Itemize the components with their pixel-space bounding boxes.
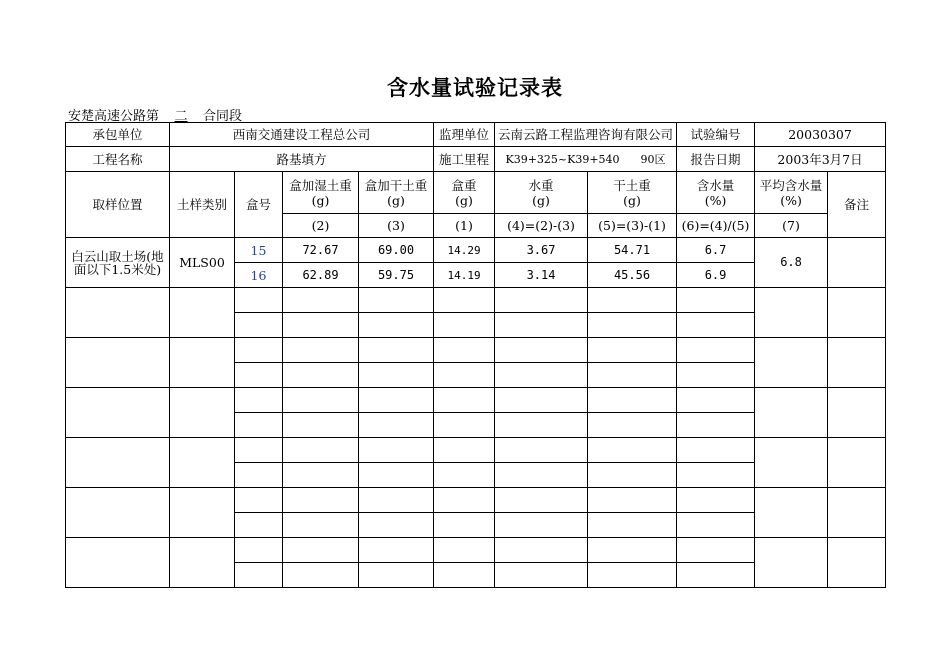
remark-cell bbox=[828, 238, 886, 288]
page-title: 含水量试验记录表 bbox=[387, 75, 563, 100]
empty-cell bbox=[359, 413, 434, 438]
empty-cell bbox=[588, 363, 677, 388]
empty-cell bbox=[235, 438, 283, 463]
col-box-unit: (g) bbox=[455, 192, 473, 208]
empty-cell bbox=[283, 488, 359, 513]
empty-cell bbox=[677, 313, 755, 338]
average-moisture: 6.8 bbox=[755, 238, 828, 288]
col-avg-name: 平均含水量 bbox=[759, 177, 823, 193]
report-date-value: 2003年3月7日 bbox=[755, 147, 886, 172]
empty-cell bbox=[495, 513, 588, 538]
contract-section-number: 二 bbox=[174, 109, 188, 124]
empty-cell bbox=[755, 288, 828, 338]
formula-avg: (7) bbox=[755, 214, 828, 238]
moisture-record-table bbox=[65, 122, 886, 588]
empty-cell bbox=[359, 363, 434, 388]
col-wet-name: 盒加湿土重 bbox=[289, 177, 352, 193]
empty-cell bbox=[283, 338, 359, 363]
formula-drysoil: (5)=(3)-(1) bbox=[588, 214, 677, 238]
empty-cell bbox=[828, 338, 886, 388]
col-wet-unit: (g) bbox=[311, 192, 330, 208]
empty-cell bbox=[828, 438, 886, 488]
empty-cell bbox=[235, 563, 283, 588]
box-number: 16 bbox=[235, 263, 283, 288]
col-moisture bbox=[677, 172, 755, 214]
empty-cell bbox=[495, 438, 588, 463]
empty-table-row bbox=[66, 438, 886, 463]
empty-cell bbox=[434, 288, 495, 313]
test-no-label: 试验编号 bbox=[677, 123, 755, 147]
contractor-label: 承包单位 bbox=[66, 123, 170, 147]
empty-cell bbox=[359, 313, 434, 338]
zone-value: 90区 bbox=[640, 152, 666, 166]
col-moisture-name: 含水量 bbox=[696, 177, 735, 193]
header-row-2 bbox=[66, 147, 886, 172]
box-number: 15 bbox=[235, 238, 283, 263]
empty-cell bbox=[495, 488, 588, 513]
header-row-1 bbox=[66, 123, 886, 147]
empty-cell bbox=[588, 438, 677, 463]
empty-cell bbox=[495, 563, 588, 588]
water-weight: 3.67 bbox=[495, 238, 588, 263]
empty-cell bbox=[283, 388, 359, 413]
empty-cell bbox=[434, 513, 495, 538]
water-weight: 3.14 bbox=[495, 263, 588, 288]
empty-cell bbox=[170, 538, 235, 588]
test-no-value: 20030307 bbox=[755, 123, 886, 147]
formula-dry: (3) bbox=[359, 214, 434, 238]
project-label: 工程名称 bbox=[66, 147, 170, 172]
empty-cell bbox=[359, 388, 434, 413]
empty-cell bbox=[170, 488, 235, 538]
wet-weight: 72.67 bbox=[283, 238, 359, 263]
empty-cell bbox=[434, 563, 495, 588]
formula-box: (1) bbox=[434, 214, 495, 238]
col-box bbox=[434, 172, 495, 214]
empty-cell bbox=[283, 288, 359, 313]
empty-cell bbox=[755, 388, 828, 438]
empty-cell bbox=[677, 288, 755, 313]
empty-cell bbox=[434, 463, 495, 488]
empty-cell bbox=[434, 338, 495, 363]
empty-table-row bbox=[66, 388, 886, 413]
col-dry-unit: (g) bbox=[387, 192, 405, 208]
empty-cell bbox=[283, 363, 359, 388]
col-water-name: 水重 bbox=[528, 177, 554, 193]
sample-soil-type: MLS00 bbox=[170, 238, 235, 288]
empty-cell bbox=[495, 313, 588, 338]
empty-cell bbox=[495, 463, 588, 488]
empty-cell bbox=[283, 563, 359, 588]
col-avg bbox=[755, 172, 828, 214]
empty-cell bbox=[588, 313, 677, 338]
sample-location: 白云山取土场(地面以下1.5米处) bbox=[66, 238, 170, 288]
empty-cell bbox=[495, 413, 588, 438]
mileage-value: K39+325~K39+540 bbox=[505, 152, 620, 166]
col-drysoil bbox=[588, 172, 677, 214]
empty-cell bbox=[677, 538, 755, 563]
empty-cell bbox=[828, 538, 886, 588]
empty-cell bbox=[235, 363, 283, 388]
empty-cell bbox=[434, 538, 495, 563]
col-box-no: 盒号 bbox=[235, 172, 283, 238]
empty-cell bbox=[588, 513, 677, 538]
empty-cell bbox=[235, 313, 283, 338]
empty-cell bbox=[359, 438, 434, 463]
supervisor-label: 监理单位 bbox=[434, 123, 495, 147]
empty-cell bbox=[170, 338, 235, 388]
column-header-row bbox=[66, 172, 886, 214]
empty-cell bbox=[170, 438, 235, 488]
col-avg-unit: (%) bbox=[780, 192, 802, 208]
empty-cell bbox=[677, 363, 755, 388]
empty-cell bbox=[677, 338, 755, 363]
empty-cell bbox=[588, 288, 677, 313]
empty-cell bbox=[359, 513, 434, 538]
dry-weight: 69.00 bbox=[359, 238, 434, 263]
empty-table-row bbox=[66, 538, 886, 563]
empty-cell bbox=[283, 438, 359, 463]
formula-water: (4)=(2)-(3) bbox=[495, 214, 588, 238]
empty-cell bbox=[677, 563, 755, 588]
empty-cell bbox=[235, 288, 283, 313]
wet-weight: 62.89 bbox=[283, 263, 359, 288]
empty-cell bbox=[755, 538, 828, 588]
col-drysoil-unit: (g) bbox=[623, 192, 641, 208]
box-weight: 14.19 bbox=[434, 263, 495, 288]
empty-cell bbox=[66, 538, 170, 588]
empty-cell bbox=[828, 288, 886, 338]
empty-cell bbox=[495, 538, 588, 563]
empty-cell bbox=[828, 488, 886, 538]
empty-cell bbox=[677, 413, 755, 438]
empty-cell bbox=[235, 538, 283, 563]
col-water bbox=[495, 172, 588, 214]
empty-cell bbox=[434, 388, 495, 413]
empty-cell bbox=[588, 488, 677, 513]
empty-cell bbox=[283, 413, 359, 438]
empty-cell bbox=[235, 413, 283, 438]
empty-cell bbox=[677, 438, 755, 463]
empty-cell bbox=[495, 338, 588, 363]
empty-cell bbox=[588, 388, 677, 413]
moisture-content: 6.7 bbox=[677, 238, 755, 263]
empty-cell bbox=[170, 388, 235, 438]
empty-cell bbox=[66, 388, 170, 438]
mileage-cell bbox=[495, 147, 677, 172]
dry-weight: 59.75 bbox=[359, 263, 434, 288]
empty-cell bbox=[495, 388, 588, 413]
empty-cell bbox=[359, 563, 434, 588]
empty-cell bbox=[359, 338, 434, 363]
empty-cell bbox=[434, 313, 495, 338]
contractor-value: 西南交通建设工程总公司 bbox=[170, 123, 434, 147]
empty-cell bbox=[66, 288, 170, 338]
empty-cell bbox=[434, 488, 495, 513]
empty-cell bbox=[677, 463, 755, 488]
empty-cell bbox=[588, 563, 677, 588]
report-date-label: 报告日期 bbox=[677, 147, 755, 172]
mileage-label: 施工里程 bbox=[434, 147, 495, 172]
subtitle-suffix: 合同段 bbox=[203, 109, 243, 124]
table-row bbox=[66, 238, 886, 263]
moisture-content: 6.9 bbox=[677, 263, 755, 288]
empty-cell bbox=[677, 388, 755, 413]
col-location: 取样位置 bbox=[66, 172, 170, 238]
empty-cell bbox=[235, 388, 283, 413]
empty-cell bbox=[235, 463, 283, 488]
col-soil-type: 土样类别 bbox=[170, 172, 235, 238]
empty-cell bbox=[359, 538, 434, 563]
empty-cell bbox=[588, 463, 677, 488]
empty-cell bbox=[755, 488, 828, 538]
empty-cell bbox=[235, 513, 283, 538]
empty-table-row bbox=[66, 338, 886, 363]
col-drysoil-name: 干土重 bbox=[613, 177, 651, 193]
formula-wet: (2) bbox=[283, 214, 359, 238]
box-weight: 14.29 bbox=[434, 238, 495, 263]
empty-cell bbox=[755, 438, 828, 488]
empty-cell bbox=[755, 338, 828, 388]
subtitle-prefix: 安楚高速公路第 bbox=[68, 109, 160, 124]
empty-cell bbox=[677, 513, 755, 538]
empty-cell bbox=[588, 538, 677, 563]
empty-cell bbox=[588, 413, 677, 438]
empty-cell bbox=[283, 538, 359, 563]
empty-cell bbox=[66, 488, 170, 538]
empty-cell bbox=[588, 338, 677, 363]
empty-cell bbox=[235, 488, 283, 513]
col-moisture-unit: (%) bbox=[704, 192, 727, 208]
empty-cell bbox=[235, 338, 283, 363]
project-value: 路基填方 bbox=[170, 147, 434, 172]
col-box-name: 盒重 bbox=[451, 177, 477, 193]
empty-cell bbox=[66, 338, 170, 388]
supervisor-value: 云南云路工程监理咨询有限公司 bbox=[495, 123, 677, 147]
empty-cell bbox=[495, 363, 588, 388]
col-remark: 备注 bbox=[828, 172, 886, 238]
empty-cell bbox=[434, 413, 495, 438]
dry-soil-weight: 54.71 bbox=[588, 238, 677, 263]
dry-soil-weight: 45.56 bbox=[588, 263, 677, 288]
empty-cell bbox=[434, 438, 495, 463]
empty-cell bbox=[495, 288, 588, 313]
empty-cell bbox=[283, 463, 359, 488]
col-dry bbox=[359, 172, 434, 214]
empty-cell bbox=[434, 363, 495, 388]
col-dry-name: 盒加干土重 bbox=[364, 177, 428, 193]
empty-cell bbox=[677, 488, 755, 513]
empty-cell bbox=[283, 513, 359, 538]
empty-table-row bbox=[66, 488, 886, 513]
col-water-unit: (g) bbox=[532, 192, 550, 208]
empty-cell bbox=[170, 288, 235, 338]
empty-cell bbox=[359, 463, 434, 488]
empty-table-row bbox=[66, 288, 886, 313]
formula-moisture: (6)=(4)/(5) bbox=[677, 214, 755, 238]
empty-cell bbox=[359, 288, 434, 313]
empty-cell bbox=[283, 313, 359, 338]
col-wet bbox=[283, 172, 359, 214]
empty-cell bbox=[66, 438, 170, 488]
empty-cell bbox=[828, 388, 886, 438]
empty-cell bbox=[359, 488, 434, 513]
